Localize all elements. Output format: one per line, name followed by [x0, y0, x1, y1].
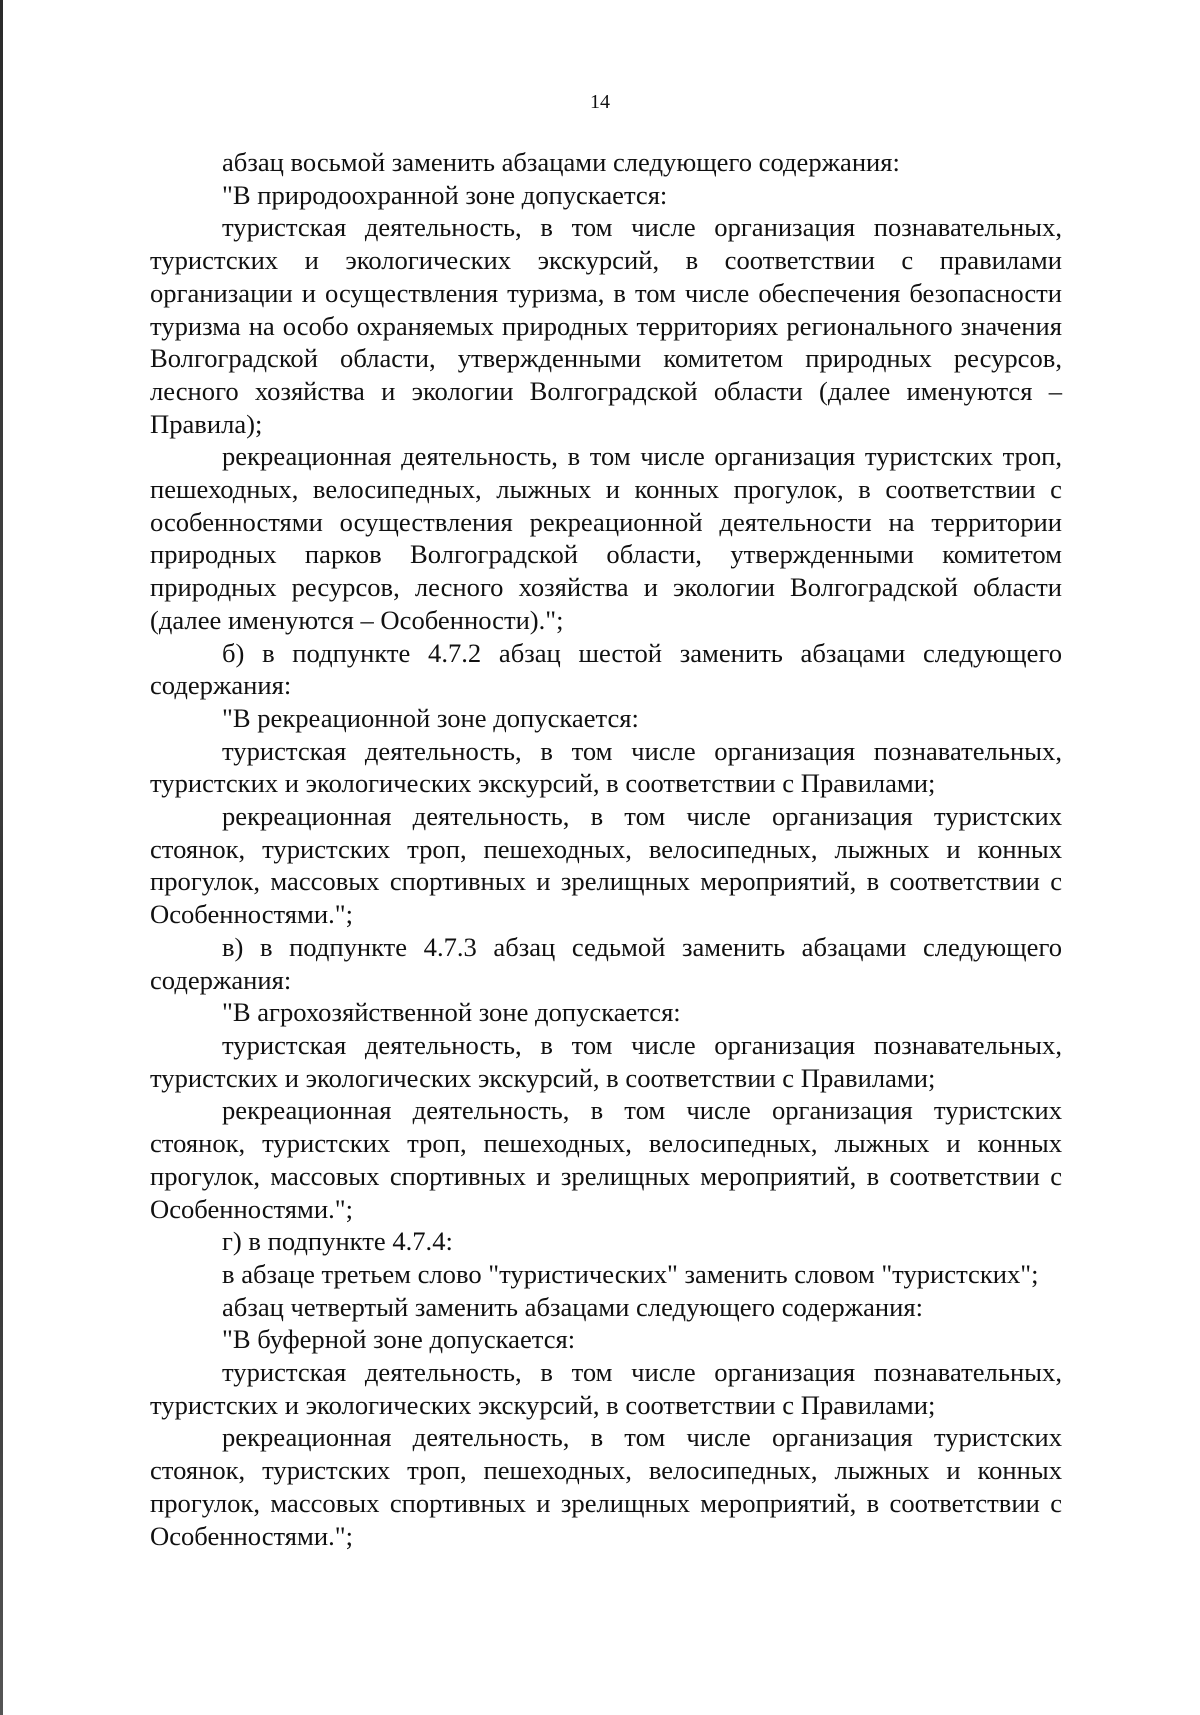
paragraph-zone-heading: "В рекреационной зоне допускается:: [222, 702, 639, 733]
paragraph-zone-heading: "В природоохранной зоне допускается:: [222, 179, 668, 210]
paragraph-intro: абзац восьмой заменить абзацами следующего содержания:: [222, 147, 900, 177]
paragraph-recreation: рекреационная деятельность, в том числе организация туристских стоянок, туристских троп, пешеходных, велосипедных, лыжных и конных прогулок, массовых спортивных и зрелищных мероприятий, в соответствии с Особенностями.";: [150, 1422, 1062, 1551]
paragraph-subitem-v: в) в подпункте 4.7.3 абзац седьмой заменить абзацами следующего содержания:: [150, 931, 1062, 995]
paragraph-zone-heading: "В агрохозяйственной зоне допускается:: [222, 997, 681, 1028]
document-body: [150, 146, 1062, 1552]
paragraph-zone-heading: "В буферной зоне допускается:: [222, 1324, 576, 1355]
paragraph-word-replacement: в абзаце третьем слово "туристических" заменить словом "туристских";: [222, 1258, 1039, 1289]
scan-edge: [0, 0, 3, 1715]
paragraph-recreation: рекреационная деятельность, в том числе организация туристских стоянок, туристских троп, пешеходных, велосипедных, лыжных и конных прогулок, массовых спортивных и зрелищных мероприятий, в соответствии с Особенностями.";: [150, 801, 1062, 930]
paragraph-tourism: туристская деятельность, в том числе организация познавательных, туристских и экологических экскурсий, в соответствии с правилами организации и осуществления туризма, в том числе обеспечения безопасности туризма на особо охраняемых природных территориях регионального значения Волгоградской области, утвержденными комитетом природных ресурсов, лесного хозяйства и экологии Волгоградской области (далее именуются – Правила);: [150, 212, 1062, 439]
paragraph-recreation: рекреационная деятельность, в том числе организация туристских стоянок, туристских троп, пешеходных, велосипедных, лыжных и конных прогулок, массовых спортивных и зрелищных мероприятий, в соответствии с Особенностями.";: [150, 1095, 1062, 1224]
paragraph-recreation: рекреационная деятельность, в том числе организация туристских троп, пешеходных, велосипедных, лыжных и конных прогулок, в соответствии с особенностями осуществления рекреационной деятельности на территории природных парков Волгоградской области, утвержденными комитетом природных ресурсов, лесного хозяйства и экологии Волгоградской области (далее именуются – Особенности).";: [150, 441, 1062, 635]
paragraph-tourism: туристская деятельность, в том числе организация познавательных, туристских и экологических экскурсий, в соответствии с Правилами;: [150, 1357, 1062, 1420]
paragraph-intro: абзац четвертый заменить абзацами следующего содержания:: [222, 1291, 923, 1322]
paragraph-subitem-b: б) в подпункте 4.7.2 абзац шестой заменить абзацами следующего содержания:: [150, 637, 1062, 701]
page-number: 14: [590, 91, 610, 113]
paragraph-subitem-g: г) в подпункте 4.7.4:: [222, 1226, 453, 1257]
paragraph-tourism: туристская деятельность, в том числе организация познавательных, туристских и экологических экскурсий, в соответствии с Правилами;: [150, 735, 1062, 799]
paragraph-tourism: туристская деятельность, в том числе организация познавательных, туристских и экологических экскурсий, в соответствии с Правилами;: [150, 1029, 1062, 1093]
